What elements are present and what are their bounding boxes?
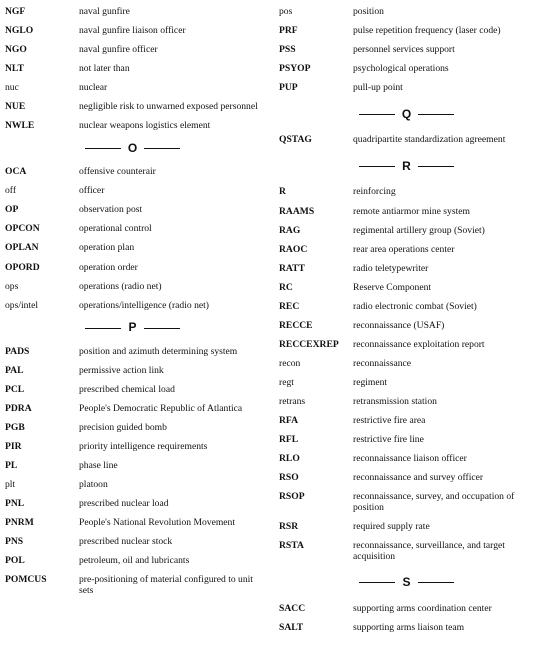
abbreviation: PSYOP [279, 63, 311, 75]
definition: prescribed nuclear stock [79, 536, 173, 548]
header-rule [359, 166, 395, 167]
glossary-entry [279, 245, 534, 256]
glossary-column-right [279, 7, 534, 642]
abbreviation: OP [5, 204, 19, 216]
glossary-entry [5, 282, 260, 293]
definition: negligible risk to unwarned exposed personnel [79, 101, 258, 113]
section-header-o [5, 142, 260, 155]
abbreviation: off [5, 185, 17, 197]
glossary-entry [5, 205, 260, 216]
definition: supporting arms liaison team [353, 621, 465, 633]
definition: remote antiarmor mine system [353, 205, 470, 217]
definition: operational control [79, 223, 152, 235]
definition: position [353, 6, 384, 17]
abbreviation: PUP [279, 82, 298, 94]
glossary-entry [5, 7, 260, 18]
header-rule [85, 148, 121, 149]
abbreviation: PADS [5, 345, 30, 357]
abbreviation: RSR [279, 520, 299, 532]
section-letter: R [402, 159, 411, 174]
abbreviation: RFL [279, 433, 299, 445]
glossary-entry [5, 301, 260, 312]
glossary-entry [5, 518, 260, 529]
abbreviation: RATT [279, 262, 305, 274]
abbreviation: recon [279, 357, 301, 369]
header-rule [418, 582, 454, 583]
definition: radio teletypewriter [353, 262, 429, 274]
glossary-entry [279, 7, 534, 18]
definition: prescribed chemical load [79, 383, 175, 395]
abbreviation: PNRM [5, 517, 34, 529]
glossary-entry [5, 347, 260, 358]
abbreviation: SALT [279, 621, 304, 633]
definition: required supply rate [353, 520, 430, 532]
definition: precision guided bomb [79, 421, 167, 433]
abbreviation: PNL [5, 498, 25, 509]
glossary-entry [279, 492, 534, 513]
definition: operation plan [79, 242, 135, 254]
definition: reconnaissance [353, 357, 412, 369]
header-rule [418, 114, 454, 115]
definition: pre-positioning of material configured to unit sets [79, 574, 253, 596]
abbreviation: PIR [5, 440, 22, 452]
abbreviation: ops [5, 280, 19, 292]
definition: observation post [79, 204, 143, 216]
header-rule [359, 114, 395, 115]
abbreviation: NGO [5, 44, 27, 56]
definition: radio electronic combat (Soviet) [353, 300, 477, 312]
definition: reconnaissance, survey, and occupation of position [353, 490, 515, 513]
definition: operations (radio net) [79, 280, 162, 292]
glossary-entry [5, 186, 260, 197]
abbreviation: RAAMS [279, 205, 315, 217]
glossary-entry [5, 121, 260, 132]
definition: supporting arms coordination center [353, 602, 492, 614]
definition: rear area operations center [353, 243, 455, 255]
glossary-entry [5, 83, 260, 94]
definition: reconnaissance liaison officer [353, 452, 467, 464]
glossary-entry [279, 623, 534, 634]
definition: quadripartite standardization agreement [353, 134, 506, 146]
glossary-entry [279, 207, 534, 218]
glossary-entry [279, 454, 534, 465]
glossary-entry [279, 378, 534, 389]
abbreviation: OPORD [5, 261, 40, 273]
definition: petroleum, oil and lubricants [79, 555, 190, 567]
abbreviation: RSOP [279, 490, 305, 502]
definition: People's National Revolution Movement [79, 517, 236, 529]
glossary-entry [279, 604, 534, 615]
abbreviation: OCA [5, 166, 27, 178]
definition: operation order [79, 261, 138, 273]
definition: platoon [79, 478, 108, 490]
abbreviation: NUE [5, 101, 26, 113]
definition: naval gunfire [79, 6, 130, 17]
abbreviation: nuc [5, 82, 19, 94]
header-rule [85, 328, 121, 329]
header-rule [144, 148, 180, 149]
abbreviation: PAL [5, 364, 24, 376]
glossary-entry [279, 541, 534, 562]
abbreviation: POL [5, 555, 25, 567]
definition: restrictive fire line [353, 433, 424, 445]
glossary-entry [279, 435, 534, 446]
definition: regimental artillery group (Soviet) [353, 224, 485, 236]
section-letter: S [402, 575, 411, 590]
glossary-entry [279, 64, 534, 75]
glossary-entry [279, 522, 534, 533]
glossary-entry [5, 102, 260, 113]
header-rule [418, 166, 454, 167]
glossary-entry [279, 26, 534, 37]
header-rule [359, 582, 395, 583]
glossary-entry [5, 26, 260, 37]
abbreviation: ops/intel [5, 299, 39, 311]
abbreviation: PL [5, 459, 18, 471]
definition: retransmission station [353, 395, 437, 407]
abbreviation: RC [279, 281, 293, 293]
abbreviation: PRF [279, 25, 298, 37]
glossary-entry [5, 385, 260, 396]
section-letter: P [128, 320, 137, 335]
definition: nuclear weapons logistics element [79, 120, 211, 132]
glossary-entry [5, 480, 260, 491]
abbreviation: R [279, 186, 286, 198]
glossary-entry [5, 45, 260, 56]
abbreviation: QSTAG [279, 134, 312, 146]
definition: People's Democratic Republic of Atlantica [79, 402, 243, 414]
definition: Reserve Component [353, 281, 432, 293]
definition: not later than [79, 63, 130, 75]
abbreviation: NGF [5, 6, 26, 17]
definition: reinforcing [353, 186, 396, 198]
abbreviation: RAOC [279, 243, 308, 255]
abbreviation: POMCUS [5, 574, 47, 586]
definition: reconnaissance (USAF) [353, 319, 445, 331]
abbreviation: RAG [279, 224, 301, 236]
glossary-entry [279, 473, 534, 484]
abbreviation: NGLO [5, 25, 34, 37]
abbreviation: pos [279, 6, 293, 17]
glossary-entry [5, 461, 260, 472]
glossary-entry [5, 167, 260, 178]
abbreviation: RFA [279, 414, 299, 426]
abbreviation: RSTA [279, 539, 304, 551]
glossary-entry [5, 499, 260, 510]
definition: reconnaissance, surveillance, and target acquisition [353, 539, 505, 562]
abbreviation: RSO [279, 471, 299, 483]
abbreviation: plt [5, 478, 16, 490]
abbreviation: PCL [5, 383, 25, 395]
glossary-entry [279, 226, 534, 237]
glossary-entry [5, 575, 260, 596]
header-rule [144, 328, 180, 329]
glossary-entry [5, 243, 260, 254]
glossary-entry [279, 302, 534, 313]
section-header-r [279, 160, 534, 173]
glossary-entry [279, 359, 534, 370]
abbreviation: NLT [5, 63, 24, 75]
abbreviation: PDRA [5, 402, 32, 414]
abbreviation: regt [279, 376, 294, 388]
definition: psychological operations [353, 63, 449, 75]
section-header-p [5, 321, 260, 334]
glossary-column-left [5, 7, 260, 605]
abbreviation: NWLE [5, 120, 35, 132]
glossary-entry [5, 64, 260, 75]
abbreviation: REC [279, 300, 300, 312]
section-letter: O [127, 140, 138, 155]
glossary-entry [279, 416, 534, 427]
definition: nuclear [79, 82, 108, 94]
definition: reconnaissance exploitation report [353, 338, 485, 350]
glossary-entry [279, 397, 534, 408]
glossary-entry [5, 442, 260, 453]
glossary-entry [279, 83, 534, 94]
glossary-entry [5, 537, 260, 548]
definition: priority intelligence requirements [79, 440, 208, 452]
abbreviation: retrans [279, 395, 306, 407]
definition: operations/intelligence (radio net) [79, 299, 209, 311]
definition: personnel services support [353, 44, 455, 56]
glossary-entry [279, 187, 534, 198]
glossary-entry [5, 404, 260, 415]
abbreviation: RECCEXREP [279, 338, 339, 350]
definition: naval gunfire officer [79, 44, 158, 56]
definition: reconnaissance and survey officer [353, 471, 484, 483]
abbreviation: OPCON [5, 223, 40, 235]
abbreviation: PGB [5, 421, 25, 433]
abbreviation: RECCE [279, 319, 313, 331]
glossary-entry [279, 264, 534, 275]
definition: naval gunfire liaison officer [79, 25, 186, 37]
definition: regiment [353, 376, 388, 388]
definition: restrictive fire area [353, 414, 426, 426]
glossary-entry [279, 340, 534, 351]
glossary-entry [5, 423, 260, 434]
abbreviation: PSS [279, 44, 296, 56]
glossary-entry [5, 366, 260, 377]
section-letter: Q [401, 106, 412, 121]
definition: prescribed nuclear load [79, 498, 169, 509]
glossary-entry [279, 283, 534, 294]
definition: phase line [79, 459, 118, 471]
abbreviation: SACC [279, 602, 306, 614]
glossary-entry [5, 556, 260, 567]
abbreviation: RLO [279, 452, 300, 464]
glossary-entry [5, 224, 260, 235]
definition: position and azimuth determining system [79, 345, 238, 357]
glossary-entry [279, 45, 534, 56]
section-header-s [279, 576, 534, 589]
glossary-entry [279, 135, 534, 146]
definition: pulse repetition frequency (laser code) [353, 25, 501, 37]
glossary-entry [279, 321, 534, 332]
definition: pull-up point [353, 82, 403, 94]
definition: permissive action link [79, 364, 164, 376]
abbreviation: PNS [5, 536, 24, 548]
definition: officer [79, 185, 105, 197]
definition: offensive counterair [79, 166, 156, 178]
glossary-entry [5, 263, 260, 274]
section-header-q [279, 108, 534, 121]
abbreviation: OPLAN [5, 242, 39, 254]
